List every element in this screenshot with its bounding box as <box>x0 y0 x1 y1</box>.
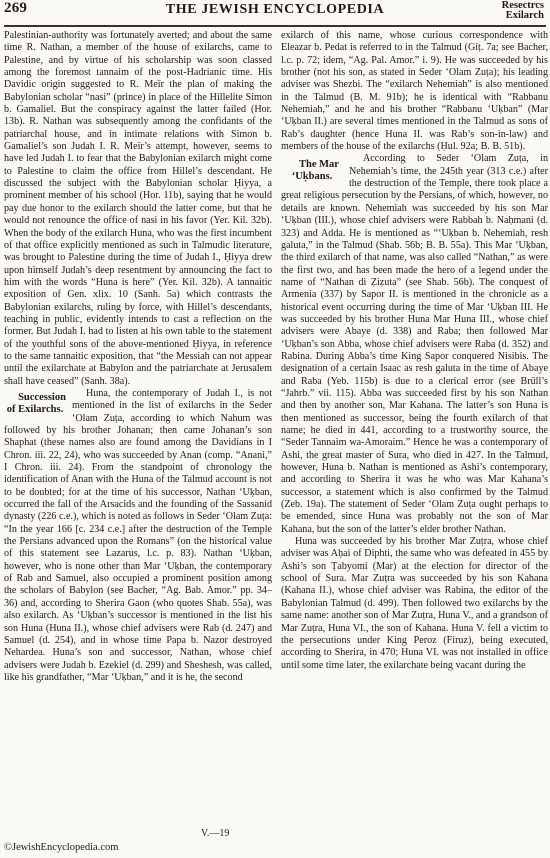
footer-copyright[interactable]: ©JewishEncyclopedia.com <box>4 842 119 853</box>
right-paragraph-2 <box>281 153 548 536</box>
side-heading-mar-ukbans: The Mar ‘Uḳbans. <box>291 159 339 183</box>
entry-title <box>502 1 544 21</box>
left-column <box>4 30 272 684</box>
entry-title-line-1: Resectrcs <box>501 0 544 11</box>
running-title: THE JEWISH ENCYCLOPEDIA <box>165 2 385 17</box>
right-paragraph-2-text: According to Seder ‘Olam Zuṭa, in Nehemiah’s time, the 245th year (313 c.e.) after the destruction of the Temple, there took place a great religious persecution by the Persians, of which, however, no details are known. Nehemiah was succeeded by his son Mar ‘Uḳban (III.), whose chief advisers were Rabbah b. Naḥmani (d. 323) and Adda. He is mentioned as “‘Uḳban b. Nehemiah, resh galuta,” in the Talmud (Shab. 56b; B. B. 55a). This Mar ‘Uḳban, the third exilarch of that name, was also called “Nathan,” as were the first two, and has been made the hero of a legend under the name of “Nathan di Ẓiẓuta” (see Shab. 56b). The conquest of Armenia (337) by Sapor II. is mentioned in the chronicle as a historical event occurring during the time of Mar ‘Uḳban III. He was succeeded by his brother Huna Mar Huna III., whose chief advisers were Abaye (d. 338) and Raba; then followed Mar ‘Uḳban’s son Abba, whose chief advisers were Raba (d. 352) and Rabina. During Abba’s time King Sapor conquered Nisibis. The designation of a certain Isaac as resh galuta in the time of Abaye and Raba (Yeb. 115b) is due to a clerical error (see Brüll’s “Jahrb.” vii. 115). Abba was succeeded first by his son Nathan and then by another son, Mar Kahana. The latter’s son Huna is then mentioned as successor, being the fourth exilarch of that name; he died in 441, according to a trustworthy source, the “Seder Tannaim wa-Amoraim.” Hence he was a contemporary of Ashi, the great master of Sura, who died in 427. In the Talmud, however, Huna b. Nathan is mentioned as Ashi’s contemporary, and according to Sherira it was he who was Mar Kahana’s successor, a statement which is also confirmed by the Talmud (Zeb. 19a). The statement of Seder ‘Olam Zuṭa ought perhaps to be emended, since Huna was probably not the son of Mar Kahana, but the son of the latter’s elder brother Nathan. <box>281 153 548 535</box>
side-heading-succession: Succession of Exilarchs. <box>6 391 66 415</box>
page-header <box>0 0 550 28</box>
right-paragraph-1: exilarch of this name, whose curious correspondence with Eleazar b. Pedat is referred to in the Talmud (Giṭ. 7a; see Bacher, l.c. p. 72; idem, “Ag. Pal. Amor.” i. 9). He was succeeded by his brother (not his son, as stated in Seder ‘Olam Zuṭa); his leading adviser was Shezbi. The “exilarch Nehemiah” is also mentioned in the Talmud (B. M. 91b); he is identical with “Rabbanu Nehemiah,” and he and his brother “Rabbanu ‘Uḳban” (Mar ‘Uḳban II.) are several times mentioned in the Talmud as sons of Rab’s daughter (hence Huna II. was Rab’s son-in-law) and members of the house of the exilarchs (Ḥul. 92a; B. B. 51b). <box>281 30 548 153</box>
page-signature: V.—19 <box>201 828 230 839</box>
left-paragraph-2-text: Huna, the contemporary of Judah I., is not mentioned in the list of exilarchs in the Seder ‘Olam Zuṭa, according to which Nahum was followed by his brother Johanan; then came Johanan’s son Shaphat (these names also are found among the Davidians in I Chron. iii. 22, 24), who was succeeded by Anan (comp. “Anani,” I Chron. iii. 24). From the standpoint of chronology the identification of Anan with the Huna of the Talmud account is not to be doubted; for at the time of his successor, Nathan ‘Uḳban, occurred the fall of the Arsacids and the founding of the Sassanid dynasty (226 c.e.), which is noted as follows in Seder ‘Olam Zuṭa: “In the year 166 [c. 234 c.e.] after the destruction of the Temple the Persians advanced upon the Romans” (on the historical value of this statement see Lazarus, l.c. p. 83). Nathan ‘Uḳban, however, who is none other than Mar ‘Uḳban, the contemporary of Rab and Samuel, also occupied a prominent position among the scholars of Babylon (see Bacher, “Ag. Bab. Amor.” pp. 34–36) and, according to Sherira Gaon (who quotes Shab. 55a), was also exilarch. As ‘Uḳban’s successor is mentioned in the list his son Huna (Huna II.), whose chief advisers were Rab (d. 247) and Samuel (d. 254), and in whose time Papa b. Nazor destroyed Nehardea. Huna’s son and successor, Nathan, whose chief advisers were Judah b. Ezekiel (d. 299) and Sheshesh, was called, like his grandfather, “Mar ‘Uḳban,” and it is he, the second <box>4 387 272 683</box>
left-paragraph-1: Palestinian-authority was fortunately averted; and about the same time R. Nathan, a member of the house of exilarchs, came to Palestine, and by virtue of his scholarship was soon classed among the foremost tannaim of the post-Hadrianic time. His Davidic origin suggested to R. Meïr the plan of making the Babylonian scholar “nasi” (prince) in place of the Hillelite Simon b. Gamaliel. But the conspiracy against the latter failed (Hor. 13b). R. Nathan was subsequently among the confidants of the patriarchal house, and in intimate relations with Simon b. Gamaliel’s son Judah I. R. Meïr’s attempt, however, seems to have led Judah I. to fear that the Babylonian exilarch might come to Palestine to claim the office from Hillel’s descendant. He discussed the subject with the Babylonian scholar Ḥiyya, a prominent member of his school (Hor. 11b), saying that he would pay due honor to the exilarch should the latter come, but that he would not renounce the office of nasi in his favor (Yer. Kil. 32b). When the body of the exilarch Huna, who was the first incumbent of that office explicitly mentioned as such in Talmudic literature, was brought to Palestine during the time of Judah I., Ḥiyya drew upon himself Judah’s deep resentment by announcing the fact to him with the words “Huna is here” (Yer. Kil. 32b). A tannaitic exposition of Gen. xlix. 10 (Sanh. 5a) which contrasts the Babylonian exilarchs, ruling by force, with Hillel’s descendants, teaching in public, evidently intends to cast a reflection on the former. But Judah I. had to listen at his own table to the statement of the youthful sons of the above-mentioned Ḥiyya, in reference to the same tannaitic exposition, that “the Messiah can not appear until the exilarchate at Babylon and the patriarchate at Jerusalem shall have ceased” (Sanh. 38a). <box>4 30 272 387</box>
right-paragraph-3: Huna was succeeded by his brother Mar Zuṭra, whose chief adviser was Aḥai of Diphti, the same who was defeated in 455 by Ashi’s son Ṭabyomi (Mar) at the election for director of the school of Sura. Mar Zuṭra was succeeded by his son Kahana (Kahana II.), whose chief adviser was Rabina, the editor of the Babylonian Talmud (d. 499). Then followed two exilarchs by the same name: another son of Mar Zuṭra, Huna V., and a grandson of Mar Zuṭra, Huna VI., the son of Kahana. Huna V. fell a victim to the persecutions under King Peroz (Firuz), being executed, according to Sherira, in 470; Huna VI. was not installed in office until some time later, the exilarchate being vacant during the <box>281 536 548 671</box>
page-number: 269 <box>4 0 28 16</box>
left-paragraph-2 <box>4 388 272 684</box>
right-column <box>281 30 548 672</box>
entry-title-line-2: Exilarch <box>505 10 544 21</box>
header-rule <box>4 25 546 27</box>
